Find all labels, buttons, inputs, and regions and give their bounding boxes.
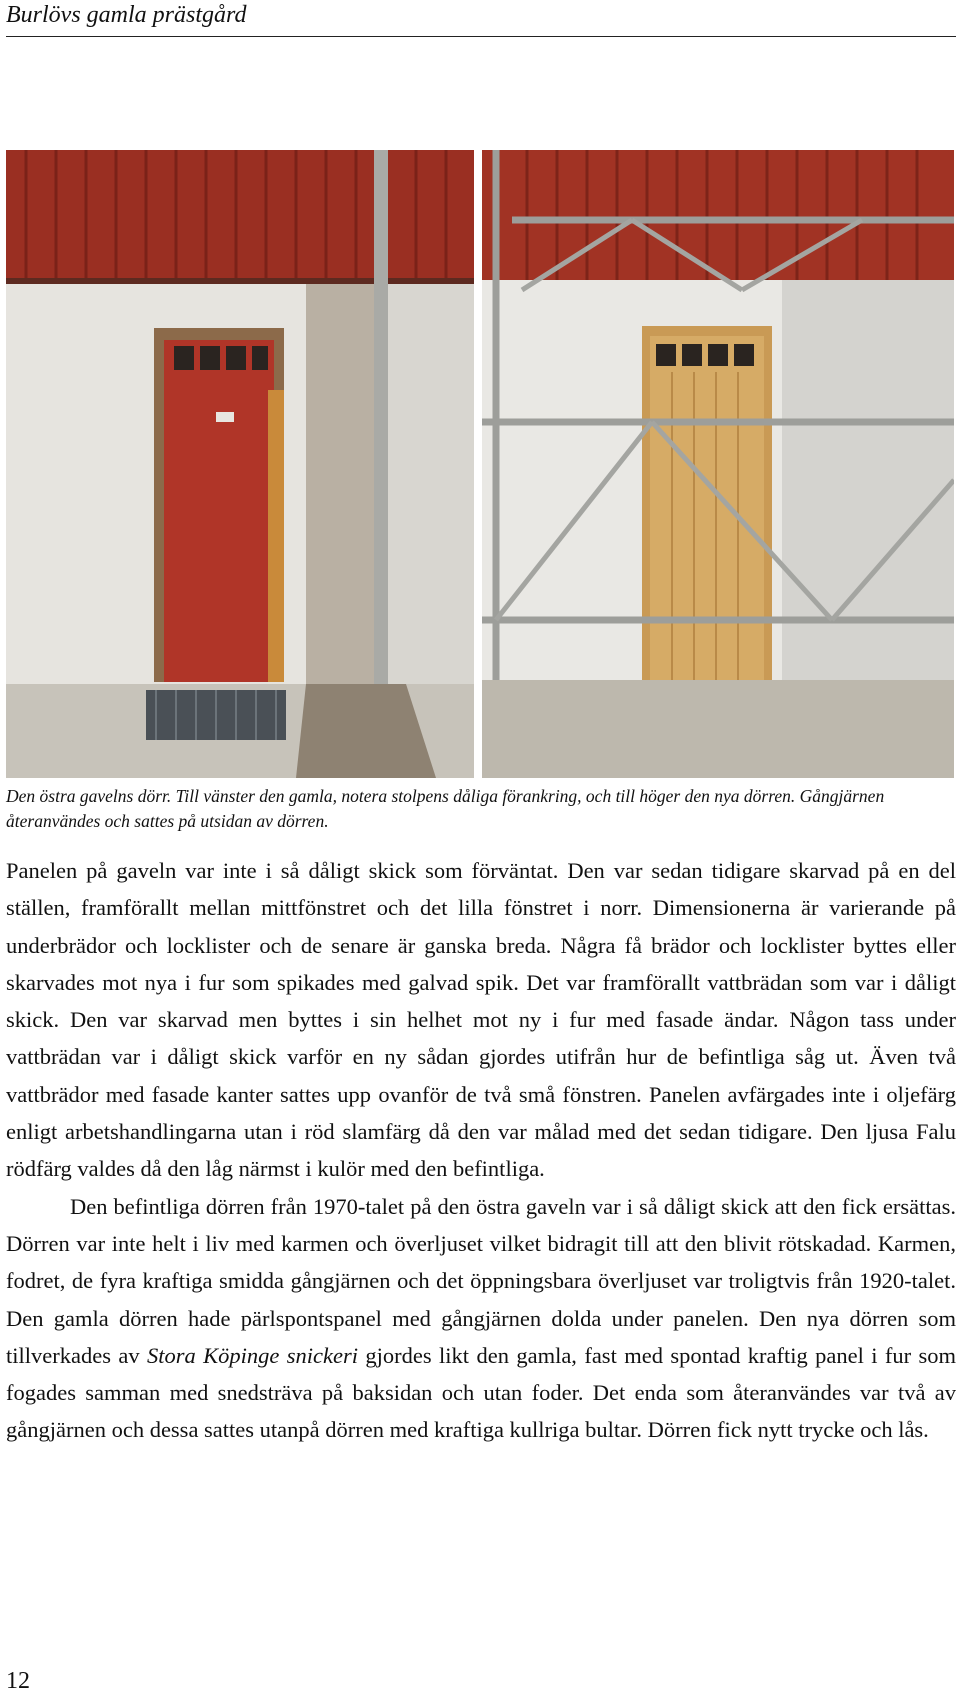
paragraph-text: Den befintliga dörren från 1970-talet på den östra gaveln var i så dåligt skick att den fick ersättas. Dörren var inte helt i liv med karmen och överljuset vilket bidragit till att den blivit rötskadad. Karmen, fodret, de fyra kraftiga smidda gångjärnen och det öppningsbara överljuset var troligtvis från 1920-talet. Den gamla dörren hade pärlspontspanel med gångjärnen dolda under panelen. Den nya dörren som tillverkades av: [6, 1193, 956, 1368]
running-header-title: Burlövs gamla prästgård: [6, 2, 247, 28]
paragraph: [6, 1188, 956, 1449]
emphasized-company-name: Stora Köpinge snickeri: [147, 1342, 359, 1368]
body-text: [6, 852, 956, 1449]
photo-pair: [6, 150, 954, 778]
old-door-photo: [6, 150, 474, 778]
new-door-photo: [482, 150, 954, 778]
paragraph-text: gjordes likt den gamla, fast med spontad kraftig panel i fur som fogades samman med snedsträva på baksidan och utan foder. Det enda som återanvändes var två av gångjärnen och dessa sattes utanpå dörren med kraftiga kullriga bultar. Dörren fick nytt trycke och lås.: [6, 1342, 957, 1443]
paragraph: Panelen på gaveln var inte i så dåligt skick som förväntat. Den var sedan tidigare skarvad på en del ställen, framförallt mellan mittfönstret och det lilla fönstret i norr. Dimensionerna är varierande på underbrädor och locklister och de senare är ganska breda. Några få brädor och locklister byttes eller skarvades mot nya i fur som spikades med galvad spik. Det var framförallt vattbrädan som var i dåligt skick. Den var skarvad men byttes i sin helhet mot ny i fur med fasade ändar. Någon tass under vattbrädan var i dåligt skick varför en ny sådan gjordes utifrån hur de befintliga såg ut. Även två vattbrädor med fasade kanter sattes upp ovanför de två små fönstren. Panelen avfärgades inte i oljefärg enligt arbetshandlingarna utan i röd slamfärg då den var målad med det sedan tidigare. Den ljusa Falu rödfärg valdes då den låg närmst i kulör med den befintliga.: [6, 858, 956, 1182]
page-number: 12: [6, 1668, 30, 1694]
running-header: [6, 0, 956, 37]
figure-caption: Den östra gavelns dörr. Till vänster den gamla, notera stolpens dåliga förankring, och till höger den nya dörren. Gångjärnen återanvändes och sattes på utsidan av dörren.: [6, 786, 885, 831]
